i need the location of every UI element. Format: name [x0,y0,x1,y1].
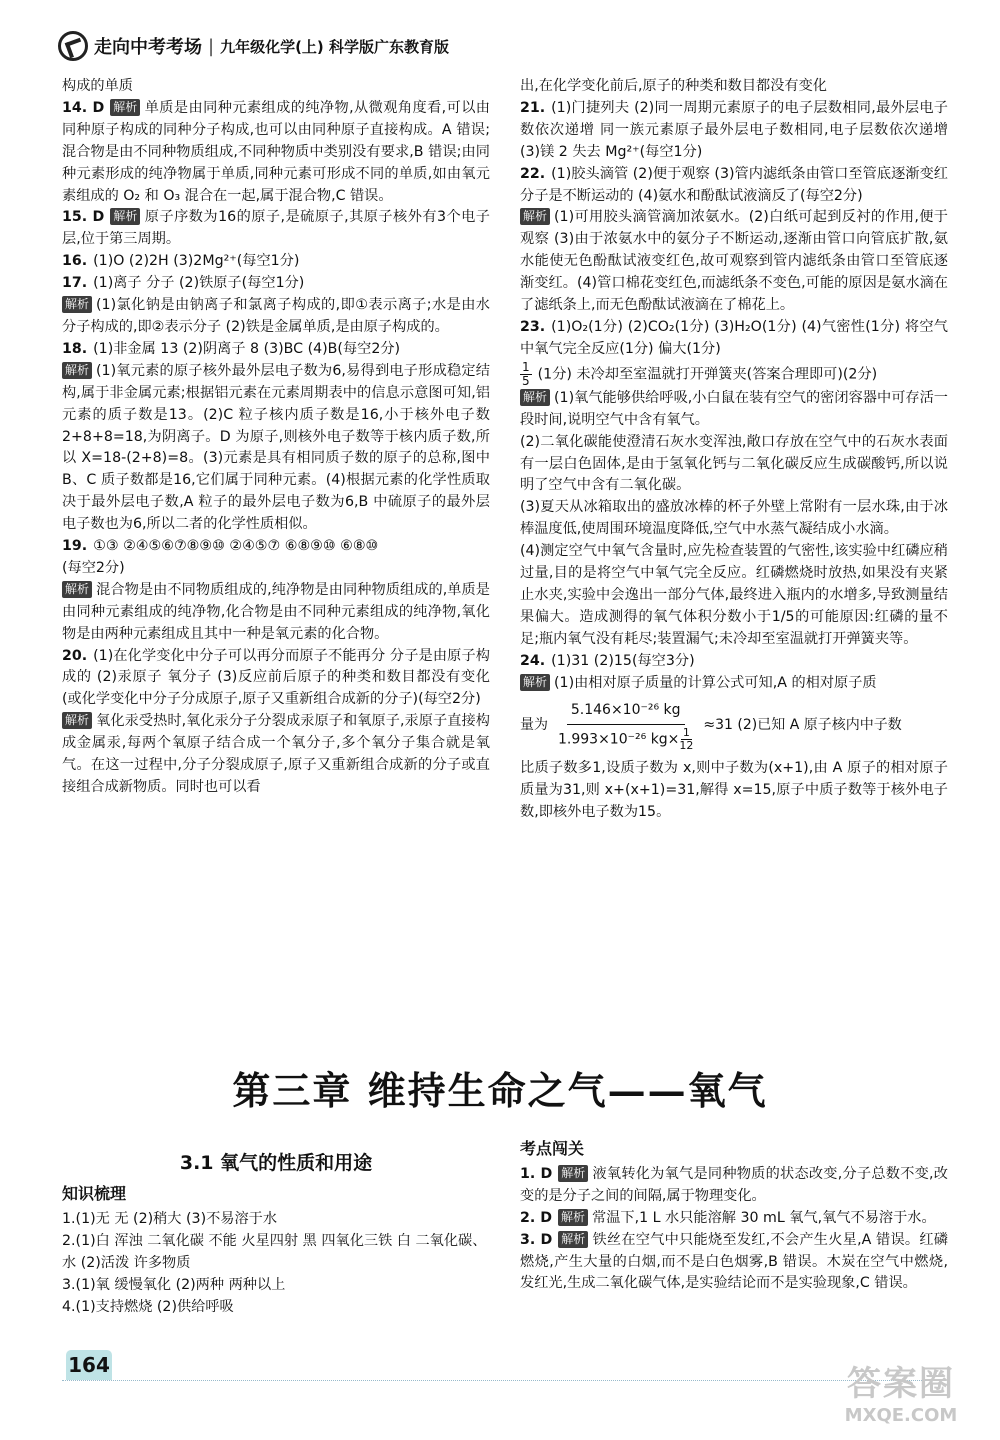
analysis-tag: 解析 [558,1231,588,1248]
practice-answer-3: 3. D 解析 铁丝在空气中只能烧至发红,不会产生火星,A 错误。红磷燃烧,产生大量的白烟,而不是白色烟雾,B 错误。木炭在空气中燃烧,发红光,生成二氧化碳气体,是实验结论而不是实验现象,C 错误。 [520,1231,948,1292]
answer-17: 17. (1)离子 分子 (2)铁原子(每空1分) 解析 (1)氯化钠是由钠离子和氯离子构成的,即①表示离子;水是由水分子构成的,即②表示分子 (2)铁是金属单质,是由原子构成的。 [62,275,490,335]
knowledge-item-1: 1.(1)无 无 (2)稍大 (3)不易溶于水 [62,1210,278,1227]
chapter-title: 第三章 维持生命之气——氧气 [232,1068,768,1113]
brand-name: 走向中考考场 [94,37,202,58]
answer-20: 20. (1)在化学变化中分子可以再分而原子不能再分 分子是由原子构成的 (2)汞原子 氧分子 (3)反应前后原子的种类和数目都没有变化(或化学变化中分子分成原子,原子又重新组合成新的分子)(每空2分) 解析 氧化汞受热时,氧化汞分子分裂成汞原子和氧原子,汞原子直接构成金属汞,每两个氧原子结合成一个氧分子,多个氧分子集合就是氧气。在这一过程中,分子分裂成原子,原子又重新组合成新的分子或直接组合成新物质。同时也可以看 [62,647,490,795]
continued-text-right: 出,在化学变化前后,原子的种类和数目都没有变化 [520,78,827,94]
analysis-tag: 解析 [558,1165,588,1182]
left-column [62,76,490,799]
header-separator: | [208,35,215,57]
analysis-tag: 解析 [558,1209,588,1226]
knowledge-heading: 知识梳理 [62,1184,127,1203]
analysis-tag: 解析 [62,712,92,729]
practice-heading: 考点闯关 [520,1139,585,1158]
practice-section [520,1138,948,1295]
book-subtitle: 九年级化学(上) 科学版广东教育版 [220,37,450,56]
answer-18: 18. (1)非金属 13 (2)阴离子 8 (3)BC (4)B(每空2分) 解析 (1)氧元素的原子核外最外层电子数为6,易得到电子形成稳定结构,属于非金属元素;根据铝元素在元素周期表中的信息示意图可知,铝元素的质子数是13。(2)C 粒子核内质子数是16,小于核外电子数 2+8+8=18,为阴离子。D 为原子,则核外电子数等于核内质子数,所以 X=18-(2+8)=8。(3)元素是具有相同质子数的原子的总称,图中 B、C 质子数都是16,它们属于同种元素。(4)根据元素的化学性质取决于最外层电子数,A 粒子的最外层电子数为6,B 中硫原子的最外层电子数也为6,所以二者的化学性质相似。 [62,340,490,533]
analysis-tag: 解析 [110,99,140,116]
fraction-one-fifth: $\frac{1}{5}$ [522,359,530,388]
answer-14: 14. D 解析 单质是由同种元素组成的纯净物,从微观角度看,可以由同种原子构成的同种分子构成,也可以由同种原子直接构成。A 错误;混合物是由不同种物质组成,不同种物质中类别没有要求,B 错误;由同种元素形成的纯净物属于单质,同种元素可形成不同的单质,如由氧元素组成的 O₂ 和 O₃ 混合在一起,属于混合物,C 错误。 [62,99,490,204]
analysis-tag: 解析 [110,208,140,225]
analysis-tag: 解析 [62,362,92,379]
answer-16: 16. (1)O (2)2H (3)2Mg²⁺(每空1分) [62,253,300,270]
analysis-tag: 解析 [62,581,92,598]
answer-21: 21. (1)门捷列夫 (2)同一周期元素原子的电子层数相同,最外层电子数依次递增 同一族元素原子最外层电子数相同,电子层数依次递增 (3)镁 2 失去 Mg²⁺(每空1分) [520,99,948,160]
answer-24: 24. (1)31 (2)15(每空3分) 解析 (1)由相对原子质量的计算公式可知,A 的相对原子质 量为 5.146×10⁻²⁶ kg 1.993×10⁻²⁶ kg× $\frac{1}{12}$ ≈31 (2)已知 A 原子核内中子数 比质子数多1,设质子数为 x,则中子数为(x+1),由 A 原子的相对原子质量为31,则 x+(x+1)=31,解得 x=15,原子中质子数等于核外电子数,即核外电子数为15。 [520,652,948,821]
practice-answer-2: 2. D 解析 常温下,1 L 水只能溶解 30 mL 氧气,氧气不易溶于水。 [520,1209,936,1226]
answer-23: 23. (1)O₂(1分) (2)CO₂(1分) (3)H₂O(1分) (4)气密性(1分) 将空气中氧气完全反应(1分) 偏大(1分) $\frac{1}{5}$ (1分) 未冷却至室温就打开弹簧夹(答案合理即可)(2分) 解析 (1)氧气能够供给呼吸,小白鼠在装有空气的密闭容器中可存活一段时间,说明空气中含有氧气。 (2)二氧化碳能使澄清石灰水变浑浊,敞口存放在空气中的石灰水表面有一层白色固体,是由于氢氧化钙与二氧化碳反应生成碳酸钙,所以说明了空气中含有二氧化碳。 (3)夏天从冰箱取出的盛放冰棒的杯子外壁上常附有一层水珠,由于冰棒温度低,使周围环境温度降低,空气中水蒸气凝结成小水滴。 (4)测定空气中氧气含量时,应先检查装置的气密性,该实验中红磷应稍过量,目的是将空气中氧气完全反应。红磷燃烧时放热,如果没有夹紧止水夹,实验中会逸出一部分气体,最终进入瓶内的水增多,导致测量结果偏大。造成测得的氧气体积分数小于1/5的可能原因:红磷的量不足;瓶内氧气没有耗尽;装置漏气;未冷却至室温就打开弹簧夹等。 [520,318,948,647]
practice-answer-1: 1. D 解析 液氧转化为氧气是同种物质的状态改变,分子总数不变,改变的是分子之间的间隔,属于物理变化。 [520,1165,948,1204]
analysis-tag: 解析 [520,389,550,406]
knowledge-item-4: 4.(1)支持燃烧 (2)供给呼吸 [62,1298,234,1315]
page-header [58,26,658,66]
analysis-tag: 解析 [520,674,550,691]
brand-logo-icon [58,31,88,61]
knowledge-item-2: 2.(1)白 浑浊 二氧化碳 不能 火星四射 黑 四氧化三铁 白 二氧化碳、水 (2)活泼 许多物质 [62,1232,487,1271]
answer-22: 22. (1)胶头滴管 (2)便于观察 (3)管内滤纸条由管口至管底逐渐变红 分子是不断运动的 (4)氨水和酚酞试液滴反了(每空2分) 解析 (1)可用胶头滴管滴加浓氨水。(2)白纸可起到反衬的作用,便于观察 (3)由于浓氨水中的氨分子不断运动,逐渐由管口向管底扩散,氨水能使无色酚酞试液变红色,故可观察到管内滤纸条由管口至管底逐渐变红。(4)管口棉花变红色,而滤纸条不变色,可能的原因是氨水滴在了滤纸条上,而无色酚酞试液滴在了棉花上。 [520,165,948,314]
footer-divider [62,1380,942,1381]
analysis-tag: 解析 [520,208,550,225]
section-title: 3.1 氧气的性质和用途 [179,1152,373,1174]
knowledge-item-3: 3.(1)氧 缓慢氧化 (2)两种 两种以上 [62,1276,286,1293]
analysis-tag: 解析 [62,296,92,313]
page-number: 164 [66,1350,112,1380]
right-column [520,76,948,824]
answer-15: 15. D 解析 原子序数为16的原子,是硫原子,其原子核外有3个电子层,位于第三周期。 [62,209,490,248]
knowledge-section [62,1183,490,1318]
atomic-mass-formula: 量为 5.146×10⁻²⁶ kg 1.993×10⁻²⁶ kg× $\frac{1}{12}$ ≈31 (2)已知 A 原子核内中子数 [520,702,902,753]
continued-text-left: 构成的单质 [62,78,133,94]
site-watermark: 答案圈 MXQE.COM [844,1364,958,1426]
answer-19: 19. ①③ ②④⑤⑥⑦⑧⑨⑩ ②④⑤⑦ ⑥⑧⑨⑩ ⑥⑧⑩ (每空2分) 解析 混合物是由不同物质组成的,纯净物是由同种物质组成的,单质是由同种元素组成的纯净物,化合物是由不同种元素组成的纯净物,氧化物是由两种元素组成且其中一种是氧元素的化合物。 [62,538,490,642]
formula-fraction: 5.146×10⁻²⁶ kg 1.993×10⁻²⁶ kg× $\frac{1}{12}$ [558,702,694,753]
